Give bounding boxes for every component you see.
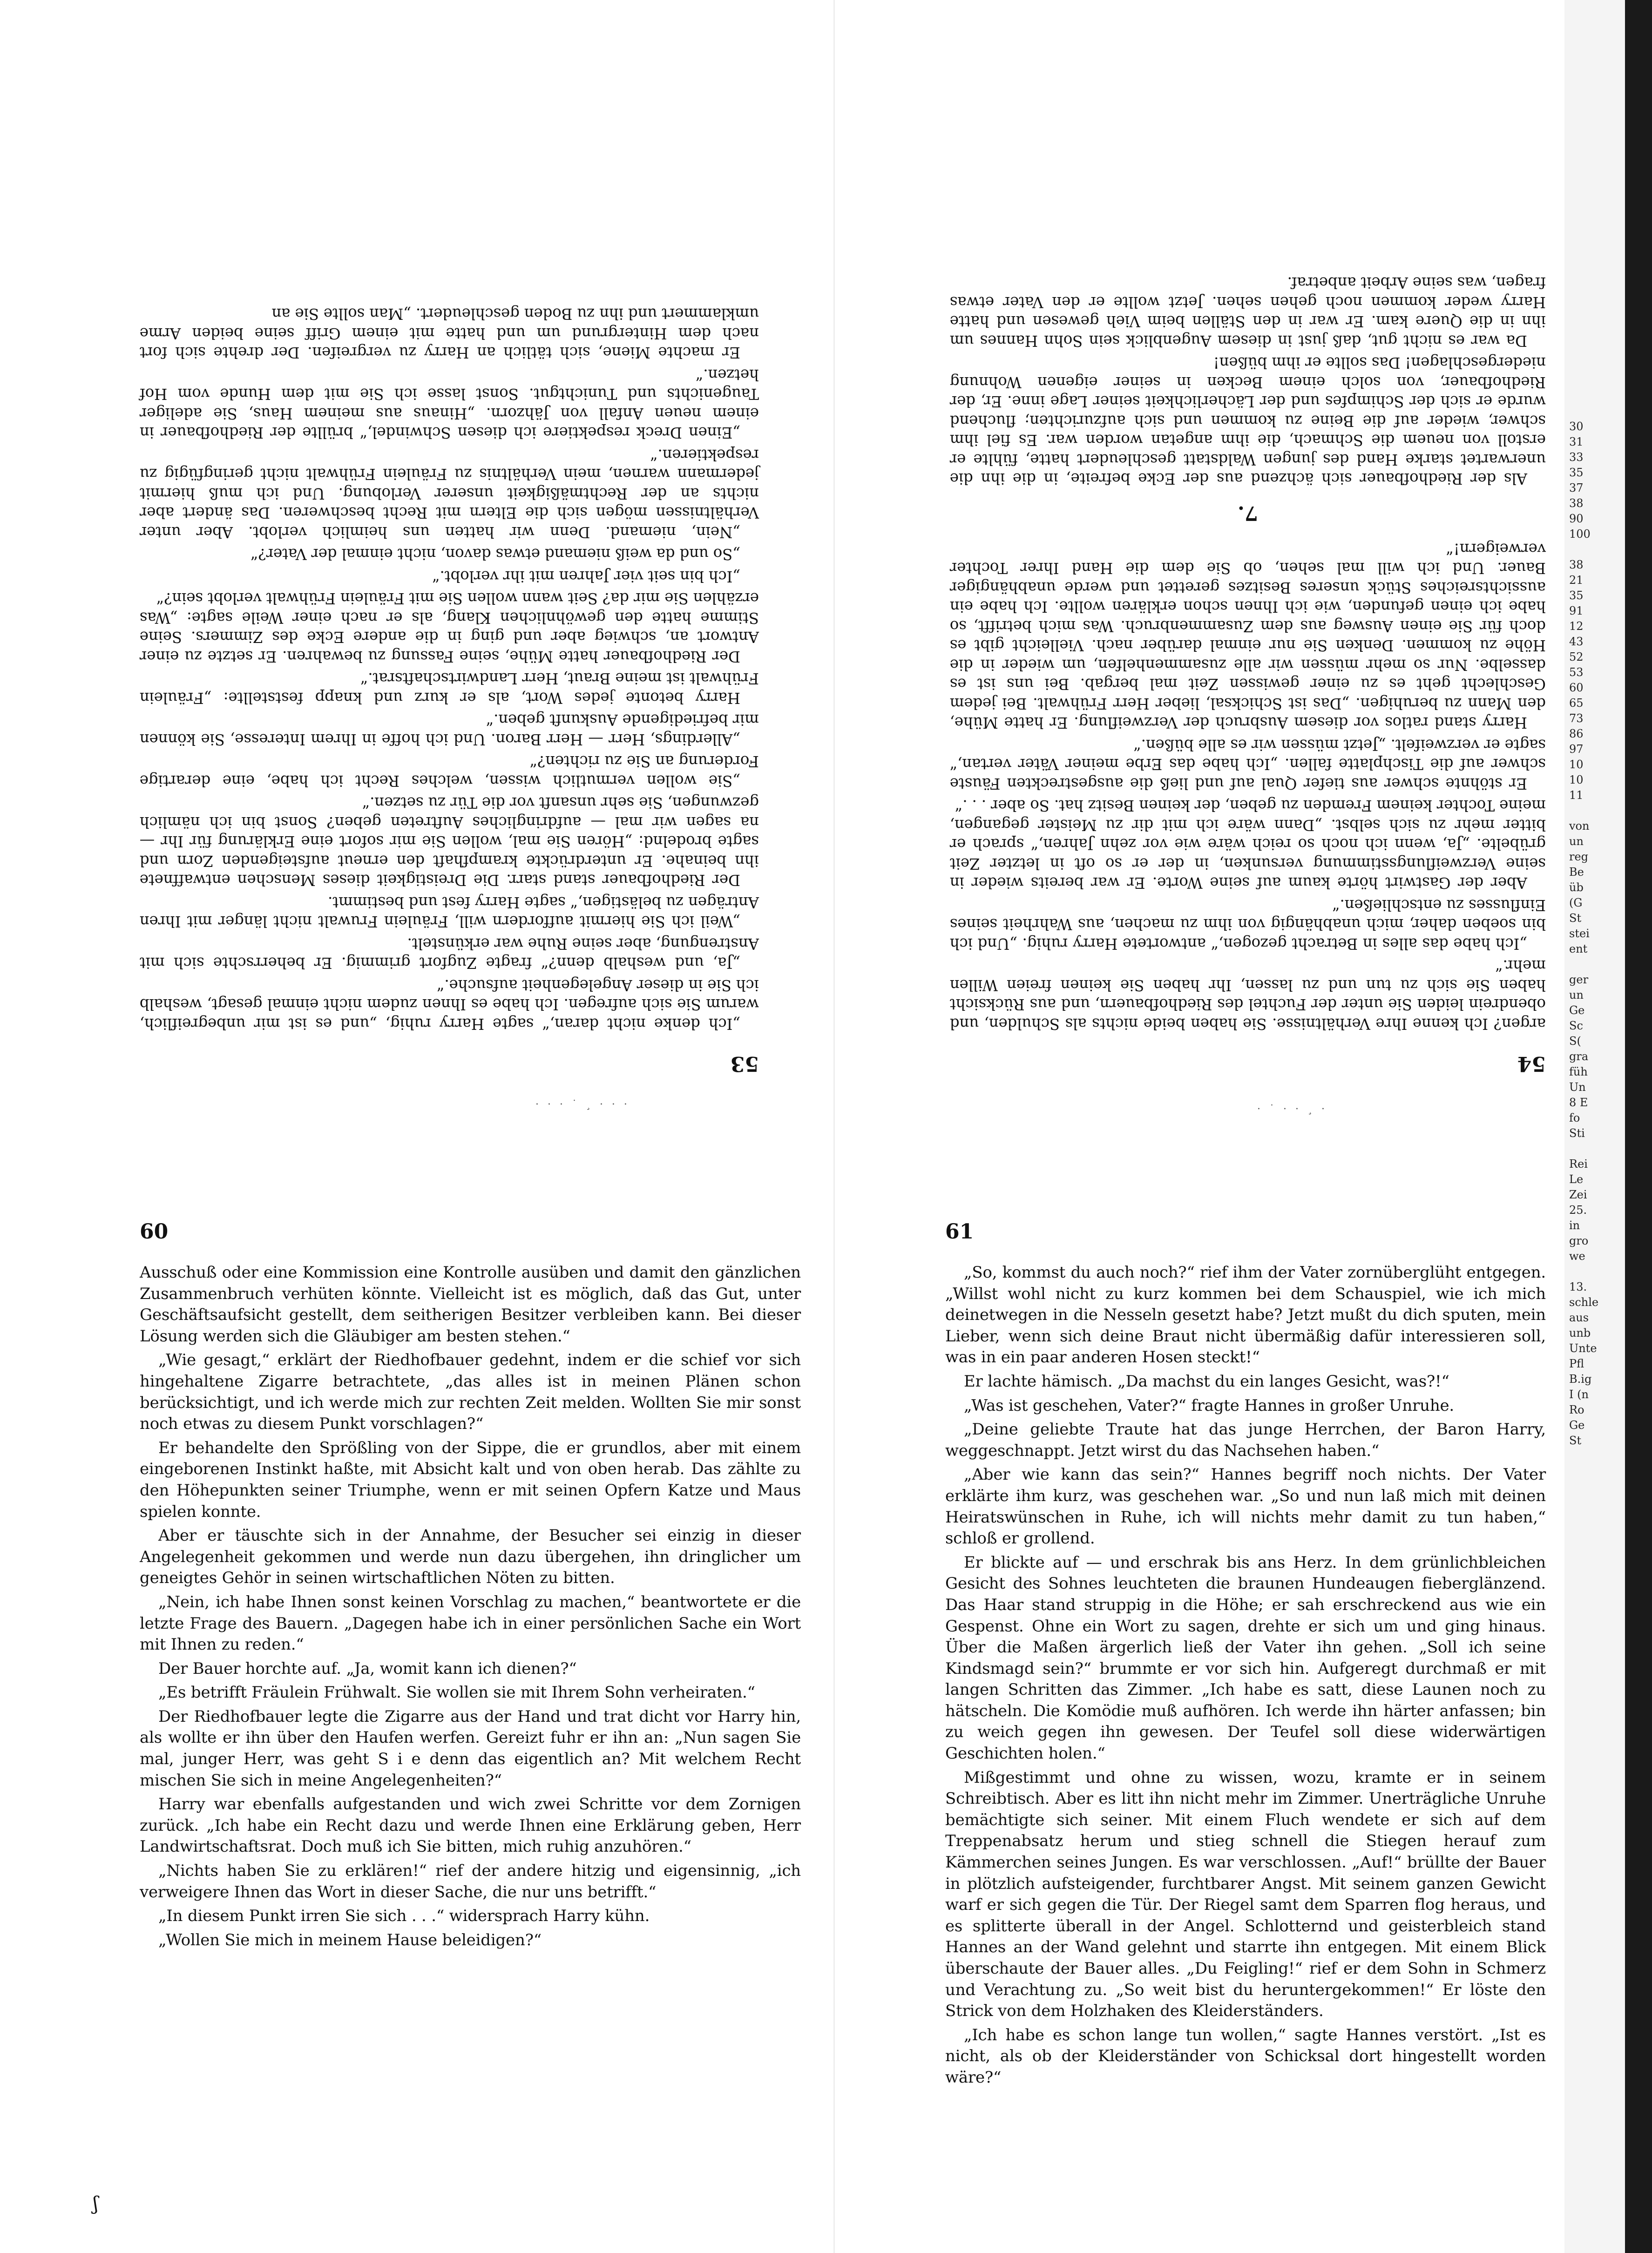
- edge-fragment-line: St: [1569, 1434, 1582, 1447]
- paragraph: „Weil ich Sie hiermit auffordern will, Fräulein Fruwalt nicht länger mit Ihren Anträgen zu belästigen,“ sagte Harry fest und bestimmt.: [140, 893, 759, 931]
- edge-fragment-line: reg: [1569, 850, 1589, 863]
- paragraph: Aber der Gastwirt hörte kaum auf seine Worte. Er war bereits wieder in seine Verzweiflungsstimmung versunken, in der er so oft in letzter Zeit grübelte. „Ja, wenn ich noch so reich wäre wie vor zehn Jahren,“ sprach er bitter mehr zu sich selbst. „Dann wäre ich mit dir zu Meister gegangen, meine Tochter keinem Fremden zu geben, der keinen Besitz hat. So aber . . .“: [950, 797, 1546, 892]
- edge-fragment-line: 86: [1569, 727, 1584, 740]
- edge-fragment-line: we: [1569, 1250, 1585, 1263]
- paragraph: Der Riedhofbauer hatte Mühe, seine Fassung zu bewahren. Er setzte zu einer Antwort an, schwieg aber und ging in die andere Ecke des Zimmers. Seine Stimme hatte den gewöhnlichen Klang, als er nach einer Weile sagte: „Was erzählen Sie mir da? Seit wann wollen Sie mit Fräulein Frühwalt verlobt sein?“: [140, 589, 759, 665]
- paragraph: „Nein, niemand. Denn wir hatten uns heimlich verlobt. Aber unter Verhältnissen mögen sich die Eltern mit Recht beschweren. Das ändert aber nichts an der Rechtmäßigkeit unserer Verlobung. Und ich muß hiermit jedermann warnen, mein Verhältnis zu Fräulein Frühwalt nicht geringfügig zu respektieren.“: [140, 446, 759, 541]
- edge-fragment-line: [1564, 803, 1625, 819]
- edge-fragment-line: 97: [1569, 743, 1584, 756]
- margin-mark: ʃ: [93, 2193, 98, 2214]
- edge-fragment-line: Le: [1569, 1173, 1584, 1186]
- edge-fragment-line: fo: [1569, 1111, 1580, 1124]
- edge-fragment-line: 11: [1569, 789, 1584, 802]
- fold-line: [833, 0, 835, 2253]
- paragraph: „Nichts haben Sie zu erklären!“ rief der andere hitzig und eigensinnig, „ich verweigere Ihnen das Wort in dieser Sache, die nur uns betrifft.“: [140, 1861, 801, 1901]
- edge-fragment-line: St: [1569, 912, 1582, 925]
- paragraph: „Ich denke nicht daran,“ sagte Harry ruhig, „und es ist mir unbegreiflich, warum Sie sich aufregen. Ich habe es Ihnen zudem nicht einmal gesagt, weshalb ich Sie in dieser Angelegenheit aufsuche.“: [140, 976, 759, 1033]
- paragraph: Er blickte auf — und erschrak bis ans Herz. In dem grünlichbleichen Gesicht des Sohnes leuchteten die braunen Hundeaugen fieberglänzend. Das Haar stand struppig in die Höhe; er sah erschreckend aus wie ein Gespenst. Ohne ein Wort zu sagen, drehte er sich um und ging hinaus. Über die Maßen ärgerlich ließ der Vater ihn gehen. „Soll ich seine Kindsmagd sein?“ brummte er vor sich hin. Aufgeregt durchmaß er mit langen Schritten das Zimmer. „Ich habe es satt, diese Launen noch zu hätscheln. Die Komödie muß aufhören. Ich werde ihn härter anfassen; bin zu weich gegen ihn gewesen. Der Teufel soll diese widerwärtigen Geschichten holen.“: [945, 1553, 1546, 1763]
- page-top-left: [140, 121, 759, 1076]
- edge-fragment-line: 33: [1569, 451, 1584, 464]
- edge-fragment-line: 12: [1569, 620, 1584, 633]
- edge-fragment-line: Sc: [1569, 1019, 1583, 1032]
- edge-fragment-line: üb: [1569, 881, 1584, 894]
- edge-fragment-line: I (n: [1569, 1388, 1589, 1401]
- paragraph: Er machte Miene, sich tätlich an Harry zu vergreifen. Der drehte sich fort nach dem Hintergrund um und hatte mit einem Griff seine beiden Arme umklammert und ihn zu Boden geschleudert. „Man sollte Sie an: [140, 305, 759, 362]
- paragraph: „Einen Dreck respektiere ich diesen Schwindel,“ brüllte der Riedhofbauer in einem neuen Anfall von Jähzorn. „Hinaus aus meinem Haus, Sie adeliger Taugenichts und Tunichtgut. Sonst lasse ich Sie mit dem Hunde vom Hof hetzen.“: [140, 366, 759, 442]
- paragraph: „Ich habe das alles in Betracht gezogen,“ antwortete Harry ruhig. „Und ich bin soeben daher, mich unabhängig von ihm zu machen, aus Wahrheit seines Einflusses zu entschließen.“: [950, 896, 1546, 953]
- edge-fragment-line: stei: [1569, 927, 1590, 940]
- edge-fragment-line: 35: [1569, 466, 1584, 479]
- page-number: 60: [140, 1220, 169, 1244]
- page-bottom-left: [140, 1220, 801, 2174]
- paragraph: Ausschuß oder eine Kommission eine Kontrolle ausüben und damit den gänzlichen Zusammenbruch verhüten könnte. Vielleicht ist es möglich, daß das Gut, unter Geschäftsaufsicht gestellt, dem seitherigen Besitzer verbleiben kann. Bei dieser Lösung werden sich die Gläubiger am besten stehen.“: [140, 1263, 801, 1346]
- edge-fragment-line: 38: [1569, 558, 1584, 571]
- edge-fragment-line: [1564, 957, 1625, 972]
- edge-fragment-line: [1564, 1141, 1625, 1157]
- edge-fragment-line: (G: [1569, 896, 1583, 909]
- edge-fragment-line: Ge: [1569, 1419, 1585, 1432]
- paragraph: Er lachte hämisch. „Da machst du ein langes Gesicht, was?!“: [964, 1372, 1449, 1391]
- edge-fragment-line: 100: [1569, 528, 1591, 541]
- edge-fragment-line: B.ig: [1569, 1373, 1592, 1386]
- edge-fragment-line: un: [1569, 988, 1584, 1001]
- paragraph: Als der Riedhofbauer sich ächzend aus der Ecke befreite, in die ihn die unerwartet starke Hand des jungen Waldstatt geschleudert hatte, fühlte er erstoll von neuem die Schmach, die ihm angetan worden war. Es fiel ihm schwer, wieder auf die Beine zu kommen und sich aufzurichten; fluchend wurde er sich der Schimpfes und der Lächerlichkeit seiner Lage inne. Er, der Riedhofbauer, von solch einem Becken in seiner eigenen Wohnung niedergeschlagen! Das sollte er ihm büßen!: [950, 354, 1546, 488]
- edge-fragment-line: 65: [1569, 697, 1584, 710]
- paragraph: Da war es nicht gut, daß just in diesem Augenblick sein Sohn Hannes um ihn in die Quere kam. Er war in den Ställen beim Vieh gewesen und hatte Harry weder kommen noch gehen sehen. Jetzt wollte er den Vater etwas fragen, was seine Arbeit anbetraf.: [950, 274, 1546, 350]
- edge-fragment-line: Be: [1569, 866, 1584, 879]
- edge-fragment-line: 31: [1569, 435, 1584, 448]
- paragraph: Er behandelte den Sprößling von der Sippe, die er grundlos, aber mit einem eingeborenen Instinkt haßte, mit Absicht kalt und von oben herab. Das zählte zu den Höhepunkten seiner Triumphe, wenn er mit seinen Opfern Katze und Maus spielen konnte.: [140, 1438, 801, 1521]
- paragraph: Der Riedhofbauer stand starr. Die Dreistigkeit dieses Menschen entwaffnete ihn beinahe. Er unterdrückte krampfhaft den erneut aufsteigenden Zorn und sagte brodelnd: „Hören Sie mal, wollen Sie mir sofort eine Erklärung für Ihr — na sagen wir mal — aufdringliches Auftreten geben? Sonst bin ich nämlich gezwungen, Sie sehr unsanft vor die Tür zu setzen.“: [140, 794, 759, 889]
- edge-fragment-line: 25.: [1569, 1204, 1587, 1217]
- edge-fragment-line: 52: [1569, 650, 1584, 663]
- edge-fragment-line: aus: [1569, 1311, 1589, 1324]
- edge-fragment-line: Sti: [1569, 1127, 1585, 1140]
- paragraph: „Es betrifft Fräulein Frühwalt. Sie wollen sie mit Ihrem Sohn verheiraten.“: [158, 1683, 755, 1702]
- page-number: 53: [730, 1052, 759, 1076]
- edge-fragment-line: 37: [1569, 481, 1584, 494]
- edge-fragment-line: 13.: [1569, 1280, 1587, 1293]
- edge-fragment-line: von: [1569, 819, 1590, 832]
- paragraph: „Ich habe es schon lange tun wollen,“ sagte Hannes verstört. „Ist es nicht, als ob der Kleiderständer von Schicksal dort hingestellt worden wäre?“: [945, 2025, 1546, 2087]
- edge-fragment-line: S(: [1569, 1035, 1581, 1048]
- paragraph: „So, kommst du auch noch?“ rief ihm der Vater zornüberglüht entgegen. „Willst wohl nicht zu kurz kommen bei dem Schauspiel, wie ich mich deinetwegen in die Nesseln gesetzt habe? Jetzt mußt du dich sputen, mein Lieber, wenn sich deine Braut nicht übermäßig dafür interessieren soll, was in ein paar anderen Hosen steckt!“: [945, 1263, 1546, 1367]
- paragraph: „In diesem Punkt irren Sie sich . . .“ widersprach Harry kühn.: [158, 1907, 650, 1926]
- paragraph: Harry betonte jedes Wort, als er kurz und knapp feststellte: „Fräulein Frühwalt ist meine Braut, Herr Landwirtschaftsrat.“: [140, 670, 759, 707]
- print-smudge: · · · ˙ ¸ · · ·: [535, 1099, 630, 1110]
- paragraph: „Aber wie kann das sein?“ Hannes begriff noch nichts. Der Vater erklärte ihm kurz, was geschehen war. „So und nun laß mich mit deinen Heiratswünschen in Ruhe, ich will nichts mehr damit zu tun haben,“ schloß er grollend.: [945, 1465, 1546, 1548]
- edge-fragment-line: 73: [1569, 712, 1584, 725]
- edge-fragment-line: gro: [1569, 1234, 1589, 1247]
- edge-fragment-line: 91: [1569, 604, 1584, 617]
- paragraph: Mißgestimmt und ohne zu wissen, wozu, kramte er in seinem Schreibtisch. Aber es litt ihn nicht mehr im Zimmer. Unerträgliche Unruhe bemächtigte sich seiner. Mit einem Fluch wendete er sich auf dem Treppenabsatz herum und stieg schnell die Stiegen herauf zum Kämmerchen seines Jungen. Es war verschlossen. „Auf!“ brüllte der Bauer in plötzlich aufsteigender, furchtbarer Angst. Mit seinem ganzen Gewicht warf er sich gegen die Tür. Der Riegel samt dem Sparren flog heraus, und es splitterte überall in der Angel. Schlotternd und geisterbleich stand Hannes an der Wand gelehnt und starrte ihn entgegen. Mit einem Blick überschaute der Bauer alles. „Du Feigling!“ rief er dem Sohn in Schmerz und Verachtung zu. „So weit bist du heruntergekommen!“ Er löste den Strick von dem Holzhaken des Kleiderständers.: [945, 1768, 1546, 2021]
- page-number: 54: [1517, 1052, 1546, 1076]
- print-smudge: · ˙ · · ¸ ·: [1257, 1103, 1327, 1115]
- adjacent-page-lines: [1564, 419, 1625, 1448]
- edge-fragment-line: 90: [1569, 512, 1584, 525]
- edge-fragment-line: Rei: [1569, 1157, 1588, 1170]
- edge-fragment-line: Unte: [1569, 1342, 1597, 1355]
- paragraph: Harry stand ratlos vor diesem Ausbruch der Verzweiflung. Er hatte Mühe, den Mann zu beruhigen. „Das ist Schicksal, lieber Herr Frühwalt. Bei jedem Geschlecht geht es zu einer gewissen Zeit mal bergab. Bei uns ist es dasselbe. Nur so mehr müssen wir alle zusammenhelfen, um wieder in die Höhe zu kommen. Denken Sie nur einmal darüber nach. Vielleicht gibt es doch für Sie einen Ausweg aus dem Zusammenbruch. Was mich betrifft, so habe ich einen gefunden, wie ich Ihnen schon erklären wollte. Ich habe ein aussichtsreiches Stück unseres Besitzes gerettet und werde unabhängiger Bauer. Und ich will mal sehen, ob Sie dem die Hand Ihrer Tochter verweigern!“: [950, 540, 1546, 732]
- edge-fragment-line: [1564, 542, 1625, 557]
- edge-fragment-line: ger: [1569, 973, 1589, 986]
- edge-fragment-line: unb: [1569, 1326, 1591, 1340]
- paragraph: argen? Ich kenne Ihre Verhältnisse. Sie haben beide nichts als Schulden, und obendrein leiden Sie unter der Fuchtel des Riedhofbauern, und aus Rücksicht haben Sie sich zu tun und zu lassen, Ihr haben Sie keinen freien Willen mehr.“: [950, 957, 1546, 1033]
- edge-fragment-line: 38: [1569, 497, 1584, 510]
- edge-fragment-line: 53: [1569, 666, 1584, 679]
- paragraph: Der Bauer horchte auf. „Ja, womit kann ich dienen?“: [158, 1659, 577, 1678]
- edge-fragment-line: un: [1569, 835, 1584, 848]
- edge-fragment-line: ent: [1569, 942, 1588, 955]
- paragraph: „Wollen Sie mich in meinem Hause beleidigen?“: [158, 1930, 542, 1949]
- edge-fragment-line: Ro: [1569, 1403, 1584, 1416]
- paragraph: „Deine geliebte Traute hat das junge Herrchen, der Baron Harry, weggeschnappt. Jetzt wirst du das Nachsehen haben.“: [945, 1420, 1546, 1460]
- paragraph: „Allerdings, Herr — Herr Baron. Und ich hoffe in Ihrem Interesse, Sie können mir befriedigende Auskunft geben.“: [140, 711, 759, 748]
- edge-fragment-line: 21: [1569, 574, 1584, 587]
- edge-fragment-line: 10: [1569, 758, 1584, 771]
- paragraph: „Nein, ich habe Ihnen sonst keinen Vorschlag zu machen,“ beantwortete er die letzte Frage des Bauern. „Dagegen habe ich in einer persönlichen Sache ein Wort mit Ihnen zu reden.“: [140, 1592, 801, 1654]
- paragraph: Der Riedhofbauer legte die Zigarre aus der Hand und trat dicht vor Harry hin, als wollte er ihn über den Haufen werfen. Gereizt fuhr er ihn an: „Nun sagen Sie mal, junger Herr, was geht S i e denn das eigentlich an? Mit welchem Recht mischen Sie sich in meine Angelegenheiten?“: [140, 1707, 801, 1790]
- paragraph: „Sie wollen vermutlich wissen, welches Recht ich habe, eine derartige Forderung an Sie zu richten?“: [140, 752, 759, 790]
- paragraph: „Ja, und weshalb denn?“ fragte Zugfort grimmig. Er beherrschte sich mit Anstrengung, aber seine Ruhe war erkünstelt.: [140, 935, 759, 972]
- edge-fragment-line: 43: [1569, 635, 1584, 648]
- edge-fragment-line: in: [1569, 1219, 1580, 1232]
- edge-fragment-line: Pfl: [1569, 1357, 1584, 1370]
- page-top-right: [950, 121, 1546, 1076]
- chapter-number: 7.: [1238, 502, 1258, 525]
- edge-fragment-line: Un: [1569, 1081, 1586, 1094]
- paragraph: „So und da weiß niemand etwas davon, nicht einmal der Vater?“: [251, 545, 740, 563]
- edge-fragment-line: gra: [1569, 1050, 1589, 1063]
- page-bottom-right: [945, 1220, 1546, 2174]
- edge-fragment-line: 60: [1569, 681, 1584, 694]
- edge-fragment-line: [1564, 1264, 1625, 1279]
- scan-edge-shadow: [1625, 0, 1652, 2253]
- edge-fragment-line: 8 E: [1569, 1096, 1588, 1109]
- edge-fragment-line: Ge: [1569, 1004, 1585, 1017]
- edge-fragment-line: Zei: [1569, 1188, 1587, 1201]
- edge-fragment-line: füh: [1569, 1065, 1588, 1078]
- paragraph: „Was ist geschehen, Vater?“ fragte Hannes in großer Unruhe.: [964, 1396, 1455, 1415]
- edge-fragment-line: 10: [1569, 773, 1584, 786]
- paragraph: Aber er täuschte sich in der Annahme, der Besucher sei einzig in dieser Angelegenheit gekommen und werde nun dazu übergehen, ihn dringlicher um geneigtes Gehör in seinen wirtschaftlichen Nöten zu bitten.: [140, 1526, 801, 1588]
- paragraph: „Wie gesagt,“ erklärt der Riedhofbauer gedehnt, indem er die schief vor sich hingehaltene Zigarre betrachtete, „das alles ist in meinen Plänen schon berücksichtigt, und ich werde mich zur rechten Zeit melden. Wollten Sie mir sonst noch etwas zu diesem Punkt vorschlagen?“: [140, 1351, 801, 1434]
- edge-fragment-line: 35: [1569, 589, 1584, 602]
- paragraph: Er stöhnte schwer aus tiefer Qual auf und ließ die ausgestreckten Fäuste schwer auf die Tischplatte fallen. „Ich habe das Erbe meiner Väter vertan,“ sagte er verzweifelt. „Jetzt müssen wir es alle büßen.“: [950, 736, 1546, 792]
- edge-fragment-line: schle: [1569, 1296, 1599, 1309]
- adjacent-page-fragment: [1564, 0, 1625, 2253]
- paragraph: Harry war ebenfalls aufgestanden und wich zwei Schritte vor dem Zornigen zurück. „Ich habe ein Recht dazu und werde Ihnen eine Erklärung geben, Herr Landwirtschaftsrat. Doch muß ich Sie bitten, mich ruhig anzuhören.“: [140, 1795, 801, 1856]
- page-number: 61: [945, 1220, 974, 1244]
- edge-fragment-line: 30: [1569, 420, 1584, 433]
- paragraph: „Ich bin seit vier Jahren mit ihr verlobt.“: [432, 568, 740, 585]
